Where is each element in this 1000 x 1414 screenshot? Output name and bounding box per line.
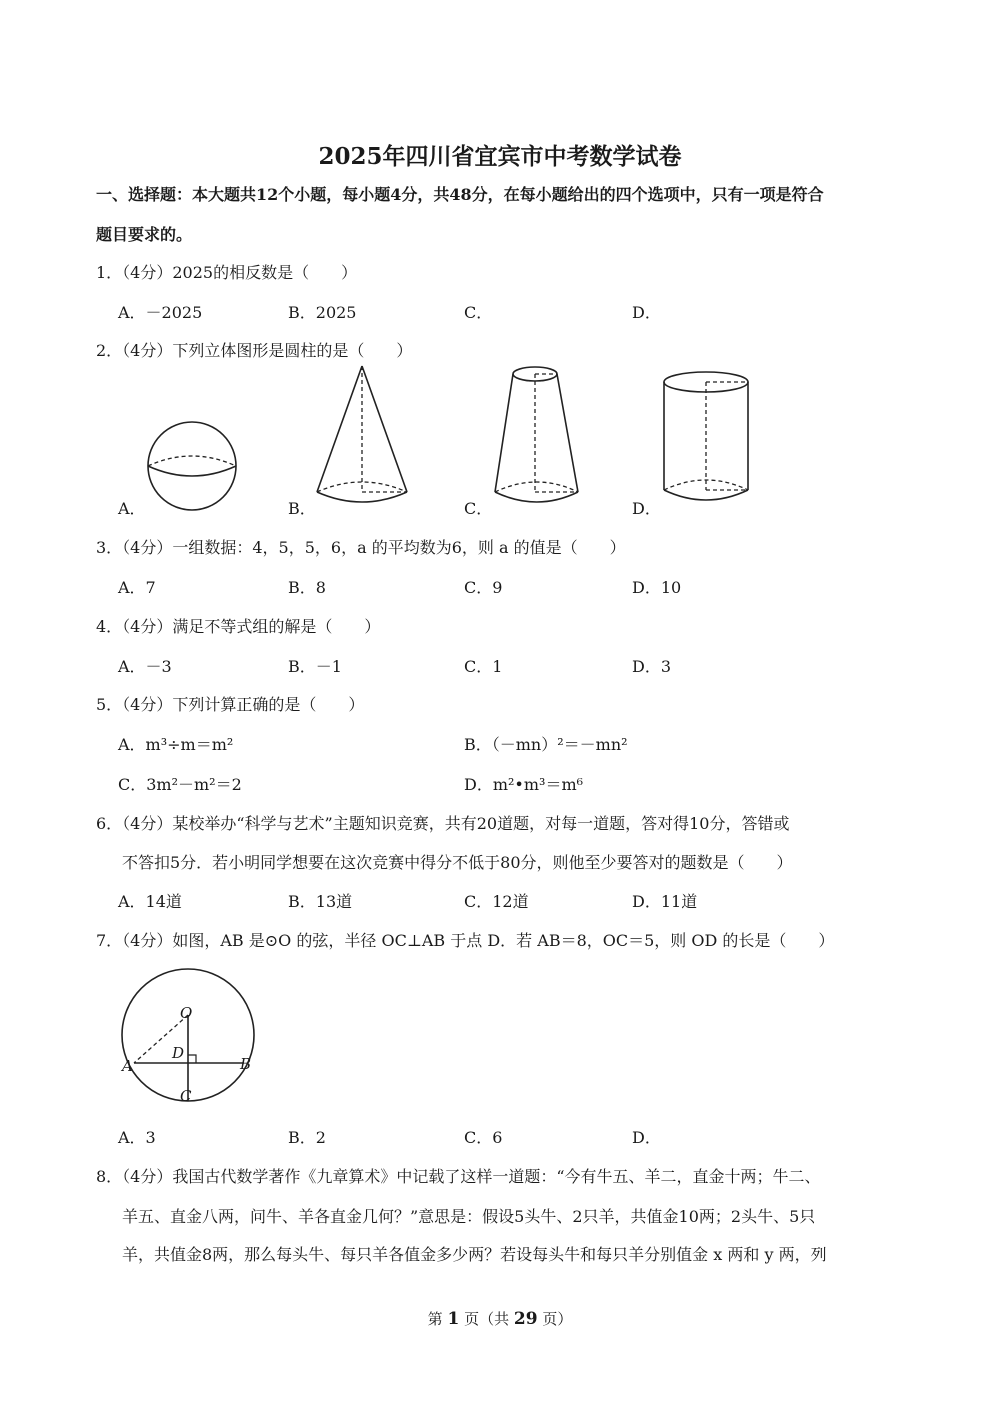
q1-option-d: D． [632, 303, 661, 322]
cylinder-figure [660, 368, 752, 508]
q3-option-d: D．10 [632, 578, 682, 597]
q5-option-d: D．m²•m³＝m⁶ [464, 775, 584, 794]
q3-option-a: A．7 [118, 578, 156, 597]
footer-total-pages: 29 [513, 1309, 538, 1329]
page-footer [0, 1308, 1000, 1329]
q4-option-d: D．3 [632, 657, 672, 676]
q6-option-d: D．11道 [632, 892, 698, 911]
q2-option-c: C． [464, 499, 493, 518]
q7-option-c: C．6 [464, 1128, 503, 1147]
q8-stem-line3: 羊，共值金8两，那么每头牛、每只羊各值金多少两？若设每头牛和每只羊分别值金 x 两和 y 两，列 [122, 1245, 827, 1264]
q5-option-b: B．（－mn）²＝－mn² [464, 735, 628, 754]
q4-stem: 4．（4分）满足不等式组的解是（ ） [96, 617, 381, 636]
page-title: 2025年四川省宜宾市中考数学试卷 [318, 143, 682, 170]
q6-stem-line2: 不答扣5分．若小明同学想要在这次竞赛中得分不低于80分，则他至少要答对的题数是（ ） [122, 853, 793, 872]
q1-option-b: B．2025 [288, 303, 357, 322]
q2-option-b: B． [288, 499, 316, 518]
q3-stem: 3．（4分）一组数据：4，5，5，6，a 的平均数为6，则 a 的值是（ ） [96, 538, 626, 557]
label-b: B [240, 1055, 252, 1073]
q6-option-b: B．13道 [288, 892, 353, 911]
section-heading-line2: 题目要求的。 [96, 225, 193, 244]
q5-option-c: C．3m²－m²＝2 [118, 775, 242, 794]
q6-option-a: A．14道 [118, 892, 182, 911]
q3-option-c: C．9 [464, 578, 503, 597]
label-c: C [180, 1087, 192, 1105]
q4-option-b: B．－1 [288, 657, 342, 676]
q6-stem-line1: 6．（4分）某校举办“科学与艺术”主题知识竞赛，共有20道题，对每一道题，答对得10分，答错或 [96, 814, 790, 833]
footer-prefix: 第 [427, 1310, 443, 1328]
q8-stem-line2: 羊五、直金八两，问牛、羊各直金几何？”意思是：假设5头牛、2只羊，共值金10两；2头牛、5只 [122, 1207, 816, 1226]
footer-mid: 页（共 [464, 1310, 510, 1328]
section-heading-line1: 一、选择题：本大题共12个小题，每小题4分，共48分，在每小题给出的四个选项中，只有一项是符合 [96, 185, 824, 204]
label-o: O [180, 1004, 193, 1022]
q7-option-d: D． [632, 1128, 661, 1147]
q8-stem-line1: 8．（4分）我国古代数学著作《九章算术》中记载了这样一道题：“今有牛五、羊二，直金十两；牛二、 [96, 1167, 821, 1186]
q2-option-a: A． [118, 499, 146, 518]
q1-option-a: A．－2025 [118, 303, 203, 322]
q1-option-c: C． [464, 303, 493, 322]
q2-stem: 2．（4分）下列立体图形是圆柱的是（ ） [96, 341, 413, 360]
q6-option-c: C．12道 [464, 892, 529, 911]
q2-option-d: D． [632, 499, 661, 518]
label-a: A [122, 1057, 133, 1075]
q5-option-a: A．m³÷m＝m² [118, 735, 234, 754]
q4-option-c: C．1 [464, 657, 503, 676]
q7-option-b: B．2 [288, 1128, 326, 1147]
footer-page-number: 1 [447, 1309, 460, 1329]
sphere-figure [140, 420, 244, 512]
q5-stem: 5．（4分）下列计算正确的是（ ） [96, 695, 365, 714]
cone-figure [312, 362, 412, 512]
q3-option-b: B．8 [288, 578, 326, 597]
circle-chord-figure [110, 965, 270, 1115]
q7-stem: 7．（4分）如图，AB 是⊙O 的弦，半径 OC⊥AB 于点 D．若 AB＝8，OC＝5，则 OD 的长是（ ） [96, 931, 835, 950]
q1-stem: 1．（4分）2025的相反数是（ ） [96, 263, 358, 282]
frustum-figure [490, 362, 584, 512]
q7-option-a: A．3 [118, 1128, 156, 1147]
footer-suffix: 页） [542, 1310, 573, 1328]
label-d: D [172, 1044, 185, 1062]
q4-option-a: A．－3 [118, 657, 172, 676]
